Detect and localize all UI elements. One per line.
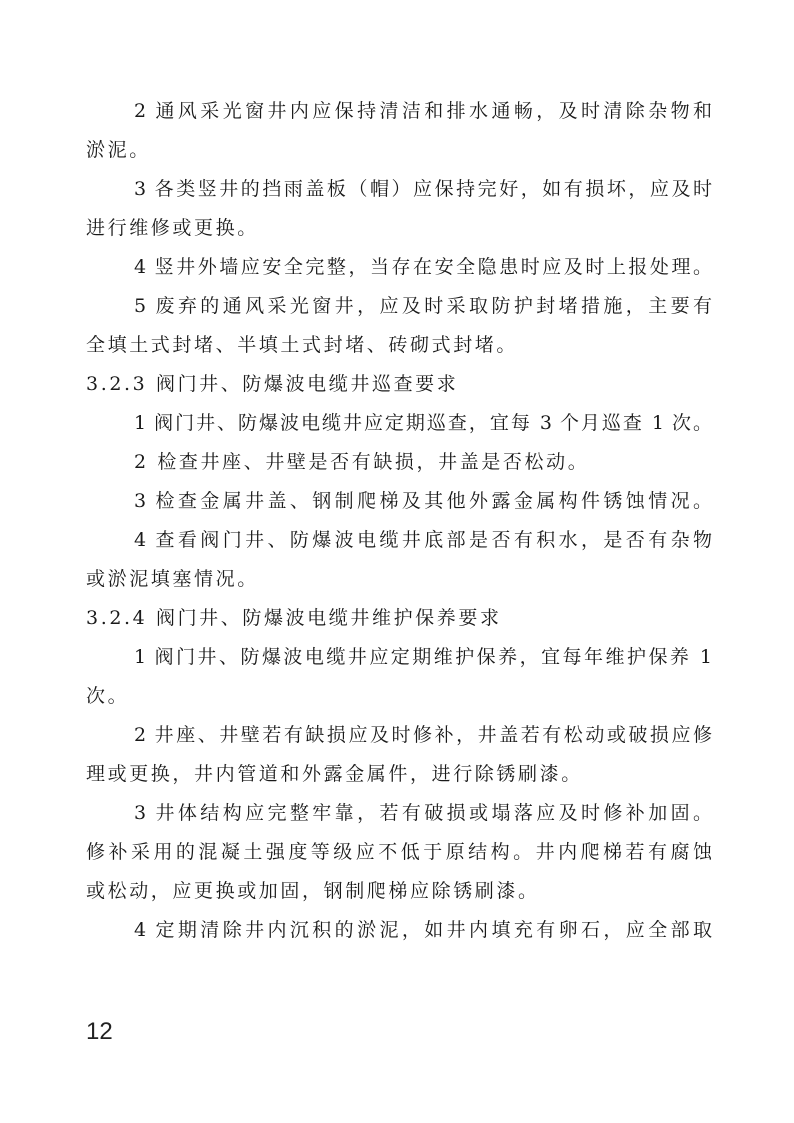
document-body [86,92,712,950]
paragraph-line: 3 各类竖井的挡雨盖板（帽）应保持完好，如有损坏，应及时 [134,178,712,200]
paragraph-line: 2 通风采光窗井内应保持清洁和排水通畅，及时清除杂物和 [134,100,712,122]
paragraph-line: 1 阀门井、防爆波电缆井应定期巡查，宜每 3 个月巡查 1 次。 [134,412,712,434]
page-number: 12 [86,1018,113,1045]
paragraph-line: 2 井座、井壁若有缺损应及时修补，井盖若有松动或破损应修 [134,724,712,746]
section-heading-3-2-4: 3.2.4 阀门井、防爆波电缆井维护保养要求 [86,607,502,629]
paragraph-line: 或淤泥填塞情况。 [86,568,259,590]
paragraph-line: 4 查看阀门井、防爆波电缆井底部是否有积水，是否有杂物 [134,529,712,551]
section-heading-3-2-3: 3.2.3 阀门井、防爆波电缆井巡查要求 [86,373,459,395]
paragraph-line: 修补采用的混凝土强度等级应不低于原结构。井内爬梯若有腐蚀 [86,841,712,863]
paragraph-line: 4 竖井外墙应安全完整，当存在安全隐患时应及时上报处理。 [134,256,712,278]
paragraph-line: 进行维修或更换。 [86,217,259,239]
paragraph-line: 全填土式封堵、半填土式封堵、砖砌式封堵。 [86,334,519,356]
paragraph-line: 5 废弃的通风采光窗井，应及时采取防护封堵措施，主要有 [134,295,712,317]
paragraph-line: 3 检查金属井盖、钢制爬梯及其他外露金属构件锈蚀情况。 [134,490,712,512]
paragraph-line: 理或更换，井内管道和外露金属件，进行除锈刷漆。 [86,763,583,785]
paragraph-line: 3 井体结构应完整牢靠，若有破损或塌落应及时修补加固。 [134,802,712,824]
paragraph-line: 2 检查井座、井壁是否有缺损，井盖是否松动。 [134,451,590,473]
paragraph-line: 次。 [86,685,130,707]
paragraph-line: 4 定期清除井内沉积的淤泥，如井内填充有卵石，应全部取 [134,919,712,941]
paragraph-line: 或松动，应更换或加固，钢制爬梯应除锈刷漆。 [86,880,540,902]
paragraph-line: 1 阀门井、防爆波电缆井应定期维护保养，宜每年维护保养 1 [134,646,712,668]
paragraph-line: 淤泥。 [86,139,151,161]
